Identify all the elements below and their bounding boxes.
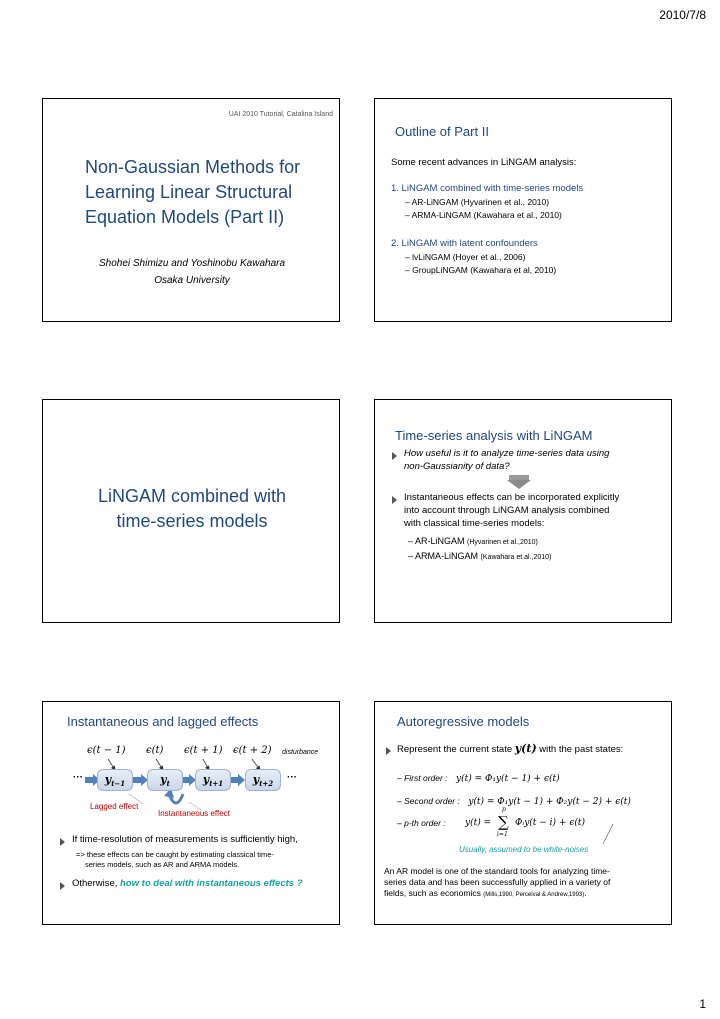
sum-lower: i=1 (497, 831, 508, 838)
intro-text: Some recent advances in LiNGAM analysis: (391, 157, 577, 168)
text-suffix: with the past states: (539, 744, 624, 755)
list-item-text: ARMA-LiNGAM (Kawahara et al., 2010) (411, 210, 562, 220)
text-line: with classical time-series models: (404, 518, 545, 529)
equation-rhs: Φᵢy(t − i) + ϵ(t) (515, 818, 585, 828)
ellipsis-right: ··· (287, 772, 297, 783)
equation-row: – Second order : y(t) = Φ₁y(t − 1) + Φ₂y(t − 2) + ϵ(t) (397, 796, 631, 807)
section-title (43, 484, 341, 534)
white-noise-note: Usually, assumed to be white-noises (459, 845, 589, 854)
list-item: – GroupLiNGAM (Kawahara et al, 2010) (405, 265, 557, 275)
node-subscript: t (166, 779, 170, 789)
text-line: series models, such as AR and ARMA models. (85, 860, 240, 869)
section-title-line: time-series models (116, 511, 268, 531)
math-symbol: y(t) (514, 742, 537, 755)
answer-text (404, 491, 619, 530)
presentation-title (85, 155, 300, 230)
node-subscript: t+1 (209, 779, 224, 789)
sum-upper: p (502, 806, 506, 813)
sub-text (76, 850, 274, 870)
node-symbol: y (202, 773, 210, 786)
node-y-t (147, 769, 183, 791)
list-item: – lvLiNGAM (Hoyer et al., 2006) (405, 252, 526, 262)
page-date: 2010/7/8 (659, 8, 706, 22)
section-heading: 1. LiNGAM combined with time-series models (391, 183, 584, 194)
bullet-icon (60, 838, 65, 846)
node-y-t-plus-1 (195, 769, 231, 791)
slide-heading: Instantaneous and lagged effects (67, 714, 259, 729)
bullet-text (72, 878, 303, 889)
down-arrow-icon (507, 475, 531, 489)
disturbance-label: ϵ(t) (146, 745, 164, 756)
pointer-line (375, 702, 673, 852)
list-item: – ARMA-LiNGAM (Kawahara et al., 2010) (405, 210, 562, 220)
equation-lhs: y(t) = (465, 818, 492, 828)
list-item: – ARMA-LiNGAM (Kawahara et al.,2010) (408, 551, 552, 561)
bullet-icon (392, 452, 397, 460)
equation-row: – First order : y(t) = Φ₁y(t − 1) + ϵ(t) (397, 773, 560, 784)
title-line: Equation Models (Part II) (85, 207, 285, 227)
slide-heading: Outline of Part II (395, 124, 489, 139)
bullet-icon (60, 882, 65, 890)
title-line: Non-Gaussian Methods for (85, 157, 301, 177)
question-text (404, 447, 609, 473)
slide-heading: Time-series analysis with LiNGAM (395, 428, 593, 443)
tutorial-caption: UAI 2010 Tutorial, Catalina Island (228, 111, 333, 118)
slide-title (42, 98, 340, 322)
text-prefix: Otherwise, (72, 878, 121, 889)
list-item: – AR-LiNGAM (Hyvarinen et al., 2010) (405, 197, 550, 207)
disturbance-label: ϵ(t + 2) (233, 745, 272, 756)
slide-time-series (374, 399, 672, 623)
node-subscript: t−1 (111, 779, 126, 789)
slide-outline (374, 98, 672, 322)
ar-description (384, 866, 610, 901)
text-segment: . (584, 888, 587, 898)
instantaneous-effect-label: Instantaneous effect (158, 809, 230, 818)
citation: (Kawahara et al.,2010) (480, 554, 552, 561)
equation-row: – p-th order : y(t) = p ∑ i=1 Φᵢy(t − i) + ϵ(t) (397, 806, 585, 838)
text-line: An AR model is one of the standard tools for analyzing time- (384, 866, 610, 876)
text-segment: fields, such as economics (384, 888, 484, 898)
section-title-line: LiNGAM combined with (97, 486, 287, 506)
bullet-text: If time-resolution of measurements is sufficiently high, (72, 834, 298, 845)
node-y-t-minus-1 (97, 769, 133, 791)
page-number: 1 (699, 997, 706, 1011)
text-line: How useful is it to analyze time-series data using (404, 448, 610, 459)
affiliation: Osaka University (154, 275, 230, 286)
text-line (384, 888, 610, 901)
disturbance-label: ϵ(t − 1) (87, 745, 126, 756)
section-heading: 2. LiNGAM with latent confounders (391, 238, 538, 249)
slide-section (42, 399, 340, 623)
equation-label: Second order : (404, 796, 460, 806)
title-line: Learning Linear Structural (85, 182, 293, 202)
model-name: ARMA-LiNGAM (415, 551, 479, 561)
node-symbol: y (104, 773, 112, 786)
sum-sign: ∑ (498, 813, 509, 831)
text-line: Instantaneous effects can be incorporated explicitly (404, 492, 620, 503)
slide-ar-models (374, 701, 672, 925)
node-symbol: y (160, 773, 167, 786)
node-y-t-plus-2 (245, 769, 281, 791)
slide-effects (42, 701, 340, 925)
list-item-text: lvLiNGAM (Hoyer et al., 2006) (412, 252, 526, 262)
equation: y(t) = Φ₁y(t − 1) + ϵ(t) (456, 774, 560, 784)
ellipsis-left: ··· (73, 772, 83, 783)
citation: (Hyvarinen et al.,2010) (467, 539, 538, 546)
equation: y(t) = Φ₁y(t − 1) + Φ₂y(t − 2) + ϵ(t) (468, 797, 631, 807)
text-prefix: Represent the current state (397, 744, 513, 755)
disturbance-caption: disturbance (282, 749, 319, 756)
emphasis-text: how to deal with instantaneous effects ? (120, 878, 303, 889)
text-line: => these effects can be caught by estimating classical time- (76, 850, 274, 859)
list-item-text: AR-LiNGAM (Hyvarinen et al., 2010) (411, 197, 550, 207)
equation-label: p-th order : (404, 818, 446, 828)
node-symbol: y (252, 773, 260, 786)
slide-heading: Autoregressive models (397, 714, 530, 729)
text-line: non-Gaussianity of data? (404, 461, 510, 472)
text-line: series data and has been successfully applied in a variety of (384, 877, 611, 887)
equation-label: First order : (404, 773, 448, 783)
bullet-icon (392, 496, 397, 504)
node-subscript: t+2 (259, 779, 274, 789)
model-name: AR-LiNGAM (415, 536, 465, 546)
lagged-effect-label: Lagged effect (90, 802, 139, 811)
list-item-text: GroupLiNGAM (Kawahara et al, 2010) (412, 265, 557, 275)
list-item: – AR-LiNGAM (Hyvarinen et al.,2010) (408, 536, 538, 546)
text-line: into account through LiNGAM analysis combined (404, 505, 610, 516)
citation: (Mills,1990, Perceival & Andrew,1993) (483, 892, 585, 898)
authors: Shohei Shimizu and Yoshinobu Kawahara (98, 258, 286, 269)
disturbance-label: ϵ(t + 1) (184, 745, 223, 756)
